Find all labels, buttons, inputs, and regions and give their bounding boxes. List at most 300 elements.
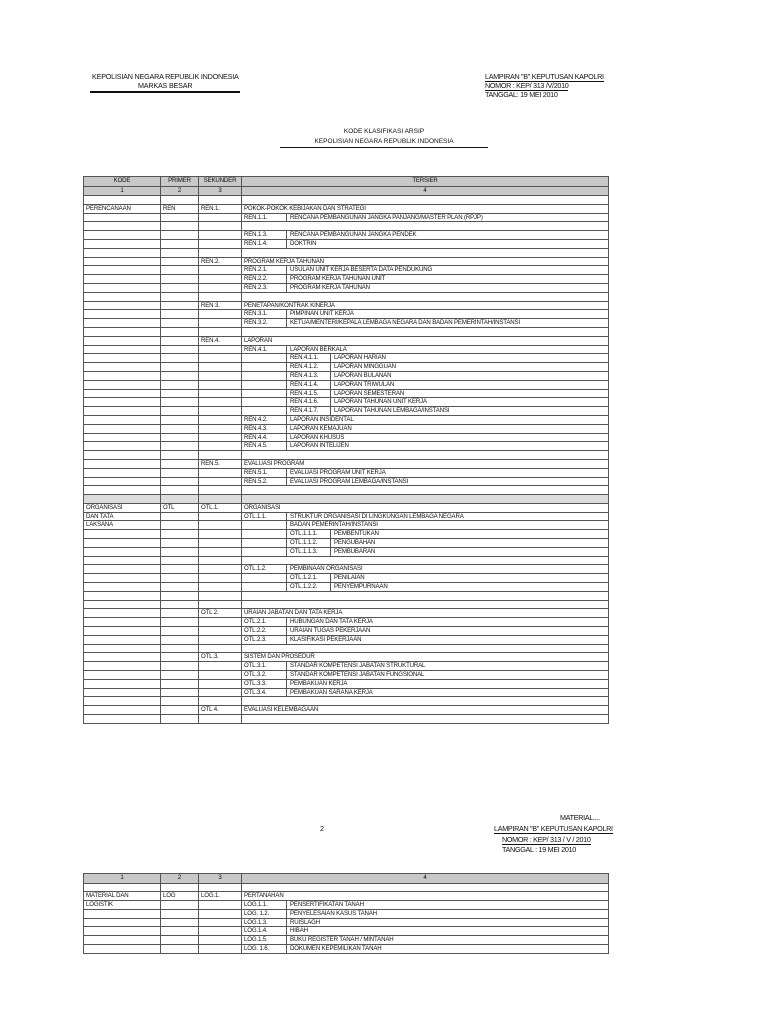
sekunder-cell: [199, 918, 242, 927]
tersier-cell: [242, 363, 609, 372]
tersier-cell: [242, 222, 609, 231]
sekunder-cell: [199, 688, 242, 697]
subtitle-underline: [280, 147, 488, 148]
document-subtitle: KEPOLISIAN NEGARA REPUBLIK INDONESIA: [314, 138, 454, 145]
kode-cell: [84, 486, 161, 495]
primer-cell: [161, 715, 199, 724]
kode-cell: [84, 301, 161, 310]
kode-cell: [84, 310, 161, 319]
table-row: [84, 918, 609, 927]
sekunder-cell: [199, 547, 242, 556]
primer-cell: [161, 936, 199, 945]
table-row: [84, 380, 609, 389]
table-row: [84, 257, 609, 266]
sekunder-cell: [199, 442, 242, 451]
subcode-description: PEMBENTUKAN: [334, 530, 379, 538]
kode-cell: [84, 679, 161, 688]
subcode: [244, 521, 287, 529]
table-row: [84, 301, 609, 310]
kode-cell: [84, 565, 161, 574]
header-underline: [90, 91, 240, 93]
kode-cell: [84, 609, 161, 618]
kode-cell: [84, 653, 161, 662]
sekunder-cell: [199, 600, 242, 609]
tersier-subcodes: [244, 310, 606, 318]
table-row: [84, 901, 609, 910]
subcode: LOG.1.1.: [244, 901, 287, 909]
table-row: [84, 283, 609, 292]
kode-cell: [84, 688, 161, 697]
sekunder-cell: [199, 398, 242, 407]
lampiran-label-p2: LAMPIRAN "B" KEPUTUSAN KAPOLRI: [494, 824, 613, 833]
tersier-subcodes: [244, 214, 606, 222]
kode-cell: DAN TATA: [84, 512, 161, 521]
tersier-cell: [242, 319, 609, 328]
tersier-subcodes: [244, 671, 606, 679]
tersier-subcodes: [244, 919, 606, 927]
table-row: [84, 583, 609, 592]
sekunder-cell: [199, 275, 242, 284]
sekunder-cell: [199, 415, 242, 424]
table-row: [84, 442, 609, 451]
tersier-cell: [242, 292, 609, 301]
tersier-subcodes: [244, 390, 606, 398]
tersier-subcodes: [244, 574, 606, 582]
kode-cell: [84, 442, 161, 451]
tersier-cell: [242, 433, 609, 442]
sekunder-cell: [199, 574, 242, 583]
table-row: [84, 213, 609, 222]
primer-cell: [161, 539, 199, 548]
org-unit: MARKAS BESAR: [138, 81, 193, 90]
tersier-cell: [242, 565, 609, 574]
kode-cell: [84, 539, 161, 548]
subcode-description: BUKU REGISTER TANAH / MINTANAH: [290, 936, 394, 944]
subcode-description: LAPORAN TRIWULAN: [334, 380, 395, 388]
subcode-description: HIBAH: [290, 927, 308, 935]
subcode-description: LAPORAN KHUSUS: [290, 433, 345, 441]
table-row: [84, 574, 609, 583]
kode-cell: [84, 618, 161, 627]
subcode-description: KETUA/MENTERI/KEPALA LEMBAGA NEGARA DAN BADAN PEMERINTAH/INSTANSI: [290, 319, 520, 327]
tersier-cell: [242, 927, 609, 936]
subcode-description: PENYELESAIAN KASUS TANAH: [290, 909, 377, 917]
subcode: REN.4.1.4.: [287, 381, 331, 389]
table-row: [84, 662, 609, 671]
subcode-description: LAPORAN INSIDENTAL: [290, 415, 354, 423]
subcode-description: LAPORAN INTELIJEN: [290, 442, 349, 450]
kode-cell: [84, 936, 161, 945]
subcode: OTL.3.2.: [244, 671, 287, 679]
subcode: REN.4.4.: [244, 434, 287, 442]
sekunder-cell: [199, 389, 242, 398]
col-number-2: 2: [161, 186, 199, 196]
sekunder-cell: [199, 248, 242, 257]
tersier-subcodes: [244, 434, 606, 442]
table-row: [84, 565, 609, 574]
subcode-description: EVALUASI PROGRAM UNIT KERJA: [290, 468, 386, 476]
blank-row: [84, 644, 609, 653]
subcode: REN.4.1.3.: [287, 372, 331, 380]
subcode: REN.4.1.6.: [287, 398, 331, 406]
subcode: REN.4.1.: [244, 346, 287, 354]
subcode: OTL.3.3.: [244, 680, 287, 688]
sekunder-cell: [199, 927, 242, 936]
primer-cell: [161, 468, 199, 477]
primer-cell: [161, 327, 199, 336]
subcode-description: EVALUASI PROGRAM LEMBAGA/INSTANSI: [290, 477, 409, 485]
primer-cell: [161, 591, 199, 600]
primer-cell: [161, 927, 199, 936]
kode-cell: ORGANISASI: [84, 503, 161, 512]
subcode: OTL.1.1.2.: [287, 539, 331, 547]
tersier-cell: [242, 512, 609, 521]
sekunder-cell: REN.4.: [199, 336, 242, 345]
tersier-subcodes: [244, 927, 606, 935]
kode-cell: [84, 433, 161, 442]
table-row: [84, 503, 609, 512]
table-row: [84, 927, 609, 936]
primer-cell: [161, 688, 199, 697]
blank-row: [84, 451, 609, 460]
tersier-subcodes: [244, 372, 606, 380]
sekunder-cell: [199, 407, 242, 416]
primer-cell: [161, 495, 199, 504]
primer-cell: [161, 424, 199, 433]
primer-cell: [161, 196, 199, 205]
subcode: LOG. 1.2.: [244, 910, 287, 918]
kode-cell: [84, 477, 161, 486]
kode-cell: [84, 398, 161, 407]
kode-cell: [84, 196, 161, 205]
sekunder-cell: [199, 231, 242, 240]
kode-cell: [84, 671, 161, 680]
tersier-subcodes: [244, 319, 606, 327]
sekunder-cell: OTL 2.: [199, 609, 242, 618]
kode-cell: [84, 354, 161, 363]
table-row: [84, 547, 609, 556]
tersier-cell: [242, 530, 609, 539]
table-row: [84, 363, 609, 372]
subcode: OTL.3.4.: [244, 689, 287, 697]
col-number-1: 1: [84, 874, 161, 884]
indent-spacer: [244, 583, 287, 591]
sekunder-cell: [199, 424, 242, 433]
primer-cell: [161, 266, 199, 275]
primer-cell: [161, 239, 199, 248]
subcode: REN.5.2.: [244, 478, 287, 486]
sekunder-cell: REN.5.: [199, 459, 242, 468]
kode-cell: LAKSANA: [84, 521, 161, 530]
sekunder-cell: [199, 371, 242, 380]
subcode: OTL.2.1.: [244, 618, 287, 626]
table-row: [84, 204, 609, 213]
sekunder-cell: [199, 196, 242, 205]
sekunder-cell: OTL.1.: [199, 503, 242, 512]
primer-cell: [161, 459, 199, 468]
tersier-cell: EVALUASI PROGRAM: [242, 459, 609, 468]
subcode: REN.4.5.: [244, 442, 287, 450]
primer-cell: [161, 283, 199, 292]
primer-cell: [161, 451, 199, 460]
subcode-description: BADAN PEMERINTAH/INSTANSI: [290, 521, 378, 529]
primer-cell: [161, 618, 199, 627]
sekunder-cell: [199, 380, 242, 389]
primer-cell: [161, 336, 199, 345]
tersier-cell: [242, 644, 609, 653]
tersier-cell: [242, 248, 609, 257]
tersier-subcodes: [244, 945, 606, 953]
tersier-cell: [242, 283, 609, 292]
primer-cell: [161, 407, 199, 416]
table-row: [84, 398, 609, 407]
primer-cell: [161, 679, 199, 688]
subcode-description: RENCANA PEMBANGUNAN JANGKA PENDEK: [290, 231, 417, 239]
kode-cell: [84, 909, 161, 918]
tersier-cell: [242, 936, 609, 945]
tersier-subcodes: [244, 627, 606, 635]
table-row: [84, 459, 609, 468]
indent-spacer: [244, 372, 287, 380]
sekunder-cell: [199, 556, 242, 565]
tersier-cell: LAPORAN: [242, 336, 609, 345]
kode-cell: [84, 600, 161, 609]
tersier-cell: [242, 371, 609, 380]
tersier-cell: [242, 213, 609, 222]
indent-spacer: [244, 548, 287, 556]
subcode: OTL.1.1.3.: [287, 548, 331, 556]
tersier-cell: SISTEM DAN PROSEDUR: [242, 653, 609, 662]
tersier-subcodes: [244, 936, 606, 944]
primer-cell: [161, 909, 199, 918]
subcode-description: PIMPINAN UNIT KERJA: [290, 310, 354, 318]
tersier-cell: [242, 539, 609, 548]
sekunder-cell: [199, 565, 242, 574]
primer-cell: [161, 945, 199, 954]
sekunder-cell: [199, 310, 242, 319]
tersier-cell: [242, 407, 609, 416]
table-row: [84, 945, 609, 954]
kode-cell: [84, 883, 161, 892]
subcode-description: LAPORAN TAHUNAN UNIT KERJA: [334, 398, 427, 406]
kode-cell: [84, 706, 161, 715]
subcode-description: URAIAN TUGAS PEKERJAAN: [290, 627, 371, 635]
sekunder-cell: [199, 213, 242, 222]
subcode-description: LAPORAN MINGGUAN: [334, 363, 396, 371]
sekunder-cell: [199, 697, 242, 706]
table-row: [84, 468, 609, 477]
sekunder-cell: [199, 715, 242, 724]
tersier-cell: [242, 477, 609, 486]
table-row: [84, 239, 609, 248]
sekunder-cell: [199, 901, 242, 910]
tersier-subcodes: [244, 275, 606, 283]
blank-row: [84, 697, 609, 706]
subcode: REN.1.1.: [244, 214, 287, 222]
primer-cell: [161, 521, 199, 530]
blank-row: [84, 292, 609, 301]
subcode-description: PEMBAKUAN KERJA: [290, 679, 348, 687]
primer-cell: [161, 530, 199, 539]
tersier-cell: [242, 468, 609, 477]
indent-spacer: [244, 381, 287, 389]
subcode-description: PENILAIAN: [334, 574, 365, 582]
primer-cell: OTL: [161, 503, 199, 512]
primer-cell: [161, 292, 199, 301]
subcode: LOG.1.5.: [244, 936, 287, 944]
table-row: [84, 530, 609, 539]
primer-cell: [161, 574, 199, 583]
subcode-description: LAPORAN SEMESTERAN: [334, 389, 405, 397]
subcode: REN.1.3.: [244, 231, 287, 239]
table-row: [84, 389, 609, 398]
sekunder-cell: [199, 530, 242, 539]
sekunder-cell: [199, 486, 242, 495]
sekunder-cell: [199, 618, 242, 627]
table-row: [84, 892, 609, 901]
primer-cell: [161, 433, 199, 442]
kode-cell: [84, 363, 161, 372]
col-number-2: 2: [161, 874, 199, 884]
tersier-subcodes: [244, 284, 606, 292]
tersier-subcodes: [244, 381, 606, 389]
kode-cell: [84, 644, 161, 653]
kode-cell: [84, 574, 161, 583]
material-continuation: MATERIAL....: [560, 813, 600, 822]
table-row: [84, 627, 609, 636]
tersier-cell: [242, 688, 609, 697]
table-row: [84, 635, 609, 644]
primer-cell: [161, 583, 199, 592]
sekunder-cell: [199, 591, 242, 600]
sekunder-cell: [199, 239, 242, 248]
sekunder-cell: [199, 521, 242, 530]
tersier-cell: [242, 266, 609, 275]
blank-row: [84, 248, 609, 257]
page-number: 2: [320, 824, 324, 833]
tersier-cell: PROGRAM KERJA TAHUNAN: [242, 257, 609, 266]
subcode-description: STANDAR KOMPETENSI JABATAN FUNGSIONAL: [290, 671, 425, 679]
primer-cell: [161, 398, 199, 407]
kode-cell: [84, 319, 161, 328]
tersier-cell: [242, 627, 609, 636]
tersier-cell: [242, 583, 609, 592]
col-number-4: 4: [242, 874, 609, 884]
tanggal-label-p2: TANGGAL : 19 MEI 2010: [502, 845, 576, 854]
sekunder-cell: [199, 512, 242, 521]
kode-cell: [84, 945, 161, 954]
tersier-cell: [242, 600, 609, 609]
tersier-cell: [242, 495, 609, 504]
kode-cell: [84, 547, 161, 556]
subcode: REN.2.1.: [244, 266, 287, 274]
primer-cell: [161, 627, 199, 636]
subcode: OTL.2.3.: [244, 636, 287, 644]
primer-cell: [161, 901, 199, 910]
col-number-1: 1: [84, 186, 161, 196]
primer-cell: [161, 319, 199, 328]
kode-cell: [84, 213, 161, 222]
sekunder-cell: OTL 4.: [199, 706, 242, 715]
table-row: [84, 310, 609, 319]
subcode: REN.4.3.: [244, 425, 287, 433]
col-number-3: 3: [199, 186, 242, 196]
kode-cell: [84, 380, 161, 389]
org-name: KEPOLISIAN NEGARA REPUBLIK INDONESIA: [92, 72, 239, 81]
subcode-description: PROGRAM KERJA TAHUNAN UNIT: [290, 275, 386, 283]
tersier-subcodes: [244, 910, 606, 918]
primer-cell: [161, 918, 199, 927]
subcode-description: PENYEMPURNAAN: [334, 583, 388, 591]
table-row: [84, 609, 609, 618]
tersier-cell: [242, 715, 609, 724]
primer-cell: [161, 697, 199, 706]
tersier-cell: [242, 697, 609, 706]
tersier-cell: [242, 327, 609, 336]
tersier-subcodes: [244, 548, 606, 556]
kode-cell: [84, 239, 161, 248]
table-row: [84, 354, 609, 363]
tersier-subcodes: [244, 363, 606, 371]
primer-cell: [161, 671, 199, 680]
subcode-description: LAPORAN KEMAJUAN: [290, 424, 352, 432]
tersier-cell: [242, 310, 609, 319]
primer-cell: [161, 415, 199, 424]
kode-cell: [84, 451, 161, 460]
subcode: OTL.1.1.1.: [287, 530, 331, 538]
subcode: REN.3.1.: [244, 310, 287, 318]
blank-row: [84, 556, 609, 565]
sekunder-cell: [199, 327, 242, 336]
sekunder-cell: [199, 222, 242, 231]
kode-cell: [84, 627, 161, 636]
subcode: REN.4.1.1.: [287, 354, 331, 362]
tersier-cell: [242, 521, 609, 530]
subcode: OTL.1.1.: [244, 513, 287, 521]
primer-cell: [161, 257, 199, 266]
tersier-cell: [242, 398, 609, 407]
tersier-subcodes: [244, 662, 606, 670]
primer-cell: LOG: [161, 892, 199, 901]
tersier-cell: [242, 679, 609, 688]
tersier-cell: [242, 380, 609, 389]
tersier-cell: POKOK-POKOK KEBIJAKAN DAN STRATEGI: [242, 204, 609, 213]
kode-cell: [84, 591, 161, 600]
subcode-description: USULAN UNIT KERJA BESERTA DATA PENDUKUNG: [290, 266, 433, 274]
subcode: REN.3.2.: [244, 319, 287, 327]
tersier-subcodes: [244, 266, 606, 274]
kode-cell: [84, 459, 161, 468]
subcode: REN.4.1.7.: [287, 407, 331, 415]
table-row: [84, 679, 609, 688]
tersier-cell: [242, 662, 609, 671]
indent-spacer: [244, 407, 287, 415]
primer-cell: [161, 213, 199, 222]
blank-row: [84, 495, 609, 504]
blank-row: [84, 883, 609, 892]
tersier-subcodes: [244, 636, 606, 644]
sekunder-cell: [199, 644, 242, 653]
sekunder-cell: REN 3.: [199, 301, 242, 310]
col-number-4: 4: [242, 186, 609, 196]
col-header-kode: KODE: [84, 177, 161, 187]
subcode-description: STANDAR KOMPETENSI JABATAN STRUKTURAL: [290, 662, 426, 670]
kode-cell: [84, 715, 161, 724]
indent-spacer: [244, 574, 287, 582]
tersier-subcodes: [244, 416, 606, 424]
tersier-subcodes: [244, 689, 606, 697]
table-row: [84, 266, 609, 275]
